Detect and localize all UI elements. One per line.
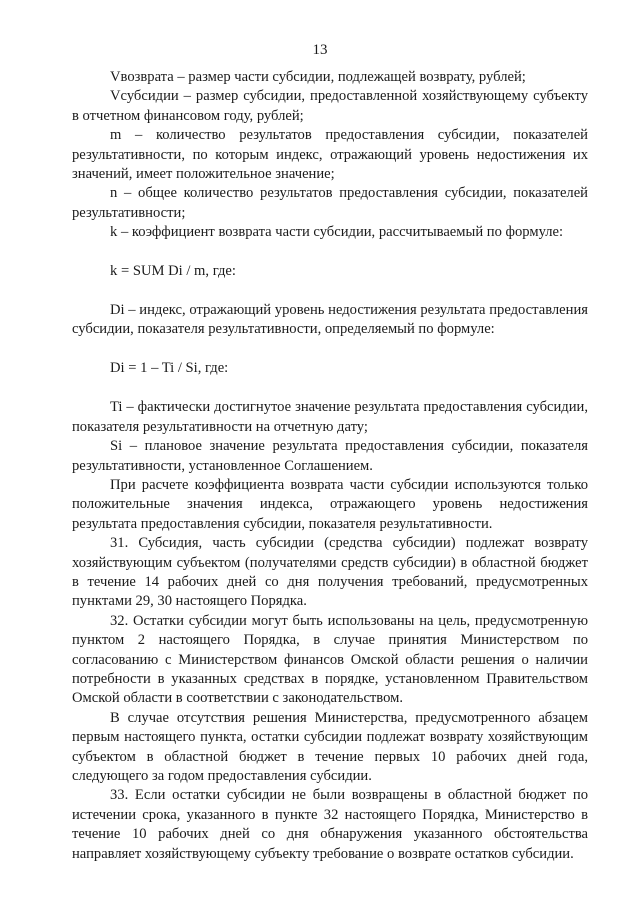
definition-m: m – количество результатов предоставления субсидии, показателей результативности, по которым индекс, отражающий уровень недостижения их значений, имеет положительное значение; [72,127,588,183]
definition-ti: Ti – фактически достигнутое значение результата предоставления субсидии, показателя результативности на отчетную дату; [72,399,588,435]
page-number: 13 [312,42,328,58]
definition-di: Di – индекс, отражающий уровень недостижения результата предоставления субсидии, показателя результативности, определяемый по формуле: [72,302,588,338]
definition-v-vozvrata: Vвозврата – размер части субсидии, подлежащей возврату, рублей; [110,69,526,85]
formula-di: Di = 1 – Ti / Si, где: [110,359,229,376]
definition-n: n – общее количество результатов предоставления субсидии, показателей результативности; [72,185,588,221]
clause-31: 31. Субсидия, часть субсидии (средства субсидии) подлежат возврату хозяйствующим субъектом (получателями средств субсидии) в областной бюджет в течение 14 рабочих дней со дня получения требований, предусмотренных пунктами 29, 30 настоящего Порядка. [72,535,588,610]
definition-k: k – коэффициент возврата части субсидии, рассчитываемый по формуле: [110,224,564,241]
definition-v-subsidii: Vсубсидии – размер субсидии, предоставленной хозяйствующему субъекту в отчетном финансовом году, рублей; [72,88,588,124]
document-body [72,68,588,864]
definition-si: Si – плановое значение результата предоставления субсидии, показателя результативности, установленное Соглашением. [72,438,588,474]
clause-33: 33. Если остатки субсидии не были возвращены в областной бюджет по истечении срока, указанного в пункте 32 настоящего Порядка, Министерство в течение 10 рабочих дней со дня обнаружения указанного обстоятельства направляет хозяйствующему субъекту требование о возврате остатков субсидии. [72,787,588,862]
clause-32: 32. Остатки субсидии могут быть использованы на цель, предусмотренную пунктом 2 настоящего Порядка, в случае принятия Министерством по согласованию с Министерством финансов Омской области решения о наличии потребности в указанных средствах в порядке, установленном Правительством Омской области в соответствии с законодательством. [72,612,588,707]
paragraph-positive-index: При расчете коэффициента возврата части субсидии используются только положительные значения индекса, отражающего уровень недостижения результата предоставления субсидии, показателя результативности. [72,476,588,532]
clause-32-second-paragraph: В случае отсутствия решения Министерства, предусмотренного абзацем первым настоящего пункта, остатки субсидии подлежат возврату хозяйствующим субъектом в областной бюджет в течение первых 10 рабочих дней года, следующего за годом предоставления субсидии. [72,709,588,784]
formula-k: k = SUM Di / m, где: [110,262,236,279]
